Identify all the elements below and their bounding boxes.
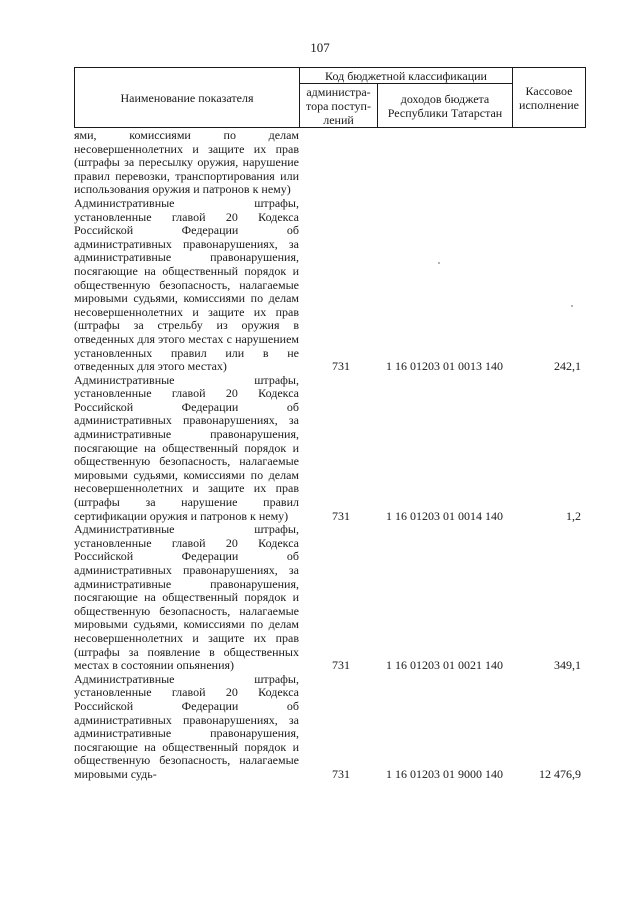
scan-speck	[571, 305, 573, 307]
row-admin-code: 731	[332, 508, 350, 523]
row-admin-code: 731	[332, 766, 350, 781]
row-name: ями, комиссиями по делам несовершеннолетних и защите их прав (штрафы за пересылку оружия, нарушение правил перевозки, транспортирования или использования оружия и патронов к нему)	[74, 128, 299, 197]
header-revenue-column: доходов бюджета Республики Татарстан	[378, 84, 513, 128]
scan-speck	[438, 262, 440, 264]
header-execution-column: Кассовое исполнение	[513, 68, 586, 128]
table-row	[74, 197, 585, 374]
row-budget-code: 1 16 01203 01 0013 140	[386, 359, 503, 374]
table-row	[74, 523, 585, 673]
table-row	[74, 673, 585, 782]
row-name: Административные штрафы, установленные главой 20 Кодекса Российской Федерации об административных правонарушениях, за административные правонарушения, посягающие на общественный порядок и общественную безопасность, налагаемые мировыми судьями, комиссиями по делам несовершеннолетних и защите их прав (штрафы за появление в общественных местах в состоянии опьянения)	[74, 522, 299, 673]
row-admin-code: 731	[332, 658, 350, 673]
row-amount: 242,1	[554, 359, 581, 374]
table-body	[74, 129, 585, 782]
row-admin-code: 731	[332, 359, 350, 374]
table-row	[74, 129, 585, 197]
row-amount: 1,2	[566, 508, 581, 523]
table-row	[74, 374, 585, 524]
page-number: 107	[310, 40, 330, 55]
row-budget-code: 1 16 01203 01 0014 140	[386, 508, 503, 523]
header-name-column: Наименование показателя	[75, 68, 300, 128]
row-amount: 12 476,9	[539, 766, 581, 781]
row-amount: 349,1	[554, 658, 581, 673]
header-table	[74, 67, 586, 128]
row-name: Административные штрафы, установленные главой 20 Кодекса Российской Федерации об административных правонарушениях, за административные правонарушения, посягающие на общественный порядок и общественную безопасность, налагаемые мировыми судьями, комиссиями по делам несовершеннолетних и защите их прав (штрафы за нарушение правил сертификации оружия и патронов к нему)	[74, 372, 299, 523]
row-budget-code: 1 16 01203 01 0021 140	[386, 658, 503, 673]
header-code-group: Код бюджетной классификации	[300, 68, 513, 84]
row-budget-code: 1 16 01203 01 9000 140	[386, 766, 503, 781]
row-name: Административные штрафы, установленные главой 20 Кодекса Российской Федерации об административных правонарушениях, за административные правонарушения, посягающие на общественный порядок и общественную безопасность, налагаемые мировыми судь-	[74, 671, 299, 781]
row-name: Административные штрафы, установленные главой 20 Кодекса Российской Федерации об административных правонарушениях, за административные правонарушения, посягающие на общественный порядок и общественную безопасность, налагаемые мировыми судьями, комиссиями по делам несовершеннолетних и защите их прав (штрафы за стрельбу из оружия в отведенных для этого местах с нарушением установленных правил или в не отведенных для этого местах)	[74, 195, 299, 374]
header-admin-column: администра-тора поступ-лений	[300, 84, 378, 128]
